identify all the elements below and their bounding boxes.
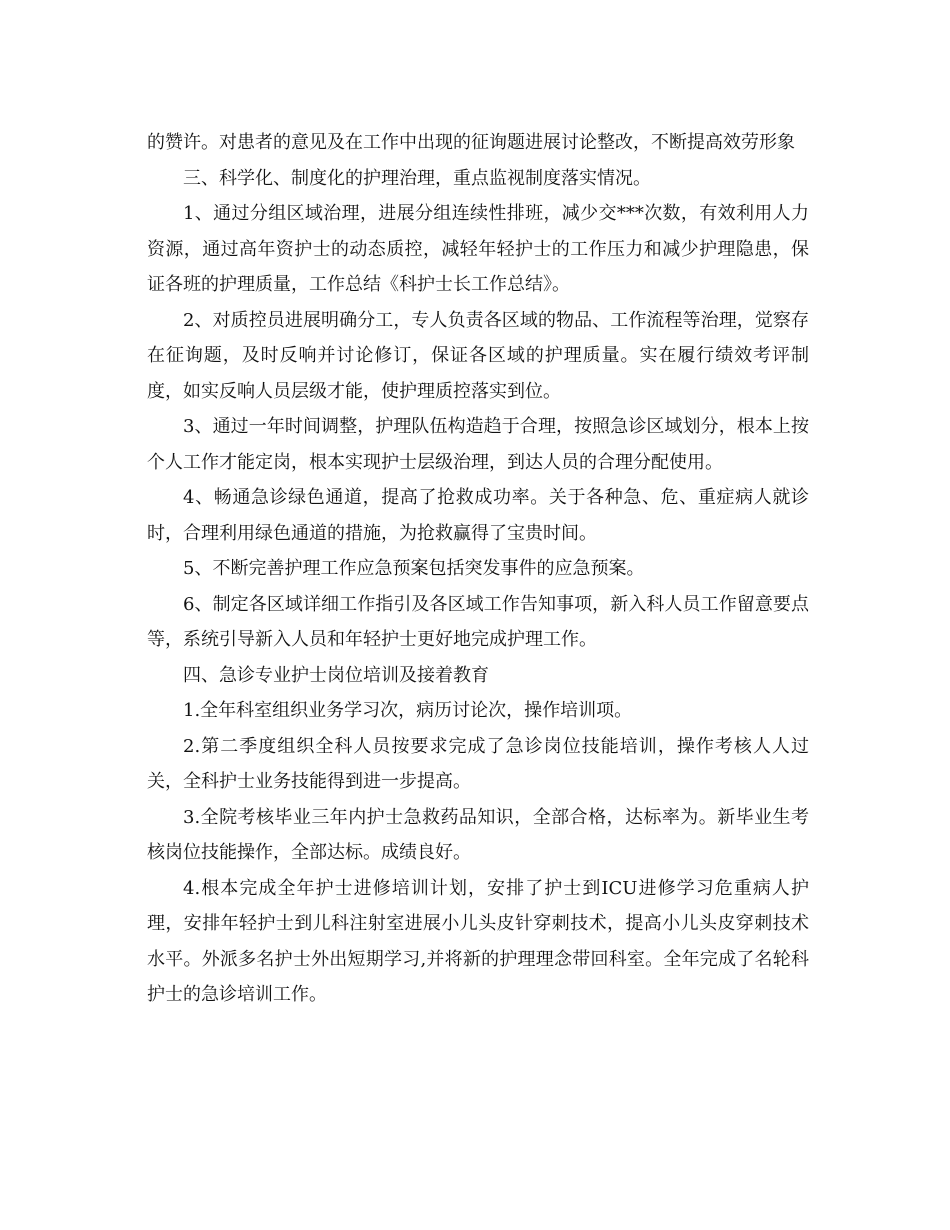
paragraph-3-4: 4、畅通急诊绿色通道，提高了抢救成功率。关于各种急、危、重症病人就诊时，合理利用绿色通道的措施，为抢救赢得了宝贵时间。 — [147, 487, 809, 544]
paragraph-4-3: 3.全院考核毕业三年内护士急救药品知识，全部合格，达标率为。新毕业生考核岗位技能操作，全部达标。成绩良好。 — [147, 806, 809, 863]
paragraph-4-4: 4.根本完成全年护士进修培训计划，安排了护士到ICU进修学习危重病人护理，安排年轻护士到儿科注射室进展小儿头皮针穿刺技术，提高小儿头皮穿刺技术水平。外派多名护士外出短期学习,并将新的护理理念带回科室。全年完成了名轮科护士的急诊培训工作。 — [147, 877, 809, 1005]
paragraph-3-1: 1、通过分组区域治理，进展分组连续性排班，减少交***次数，有效利用人力资源，通过高年资护士的动态质控，减轻年轻护士的工作压力和减少护理隐患，保证各班的护理质量，工作总结《科护士长工作总结》。 — [147, 203, 809, 295]
section-heading-4: 四、急诊专业护士岗位培训及接着教育 — [183, 664, 489, 686]
paragraph-4-1: 1.全年科室组织业务学习次，病历讨论次，操作培训项。 — [183, 700, 633, 721]
paragraph-3-6: 6、制定各区域详细工作指引及各区域工作告知事项，新入科人员工作留意要点等，系统引导新入人员和年轻护士更好地完成护理工作。 — [147, 593, 809, 650]
paragraph-3-3: 3、通过一年时间调整，护理队伍构造趋于合理，按照急诊区域划分，根本上按个人工作才能定岗，根本实现护士层级治理，到达人员的合理分配使用。 — [147, 416, 809, 473]
section-heading-3: 三、科学化、制度化的护理治理，重点监视制度落实情况。 — [183, 167, 651, 189]
paragraph-4-2: 2.第二季度组织全科人员按要求完成了急诊岗位技能培训，操作考核人人过关，全科护士业务技能得到进一步提高。 — [147, 735, 809, 792]
paragraph-continuation: 的赞许。对患者的意见及在工作中出现的征询题进展讨论整改，不断提高效劳形象 — [147, 132, 795, 153]
paragraph-3-5: 5、不断完善护理工作应急预案包括突发事件的应急预案。 — [183, 558, 645, 579]
paragraph-3-2: 2、对质控员进展明确分工，专人负责各区域的物品、工作流程等治理，觉察存在征询题，及时反响并讨论修订，保证各区域的护理质量。实在履行绩效考评制度，如实反响人员层级才能，使护理质控落实到位。 — [147, 309, 809, 402]
document-body — [147, 125, 809, 1013]
